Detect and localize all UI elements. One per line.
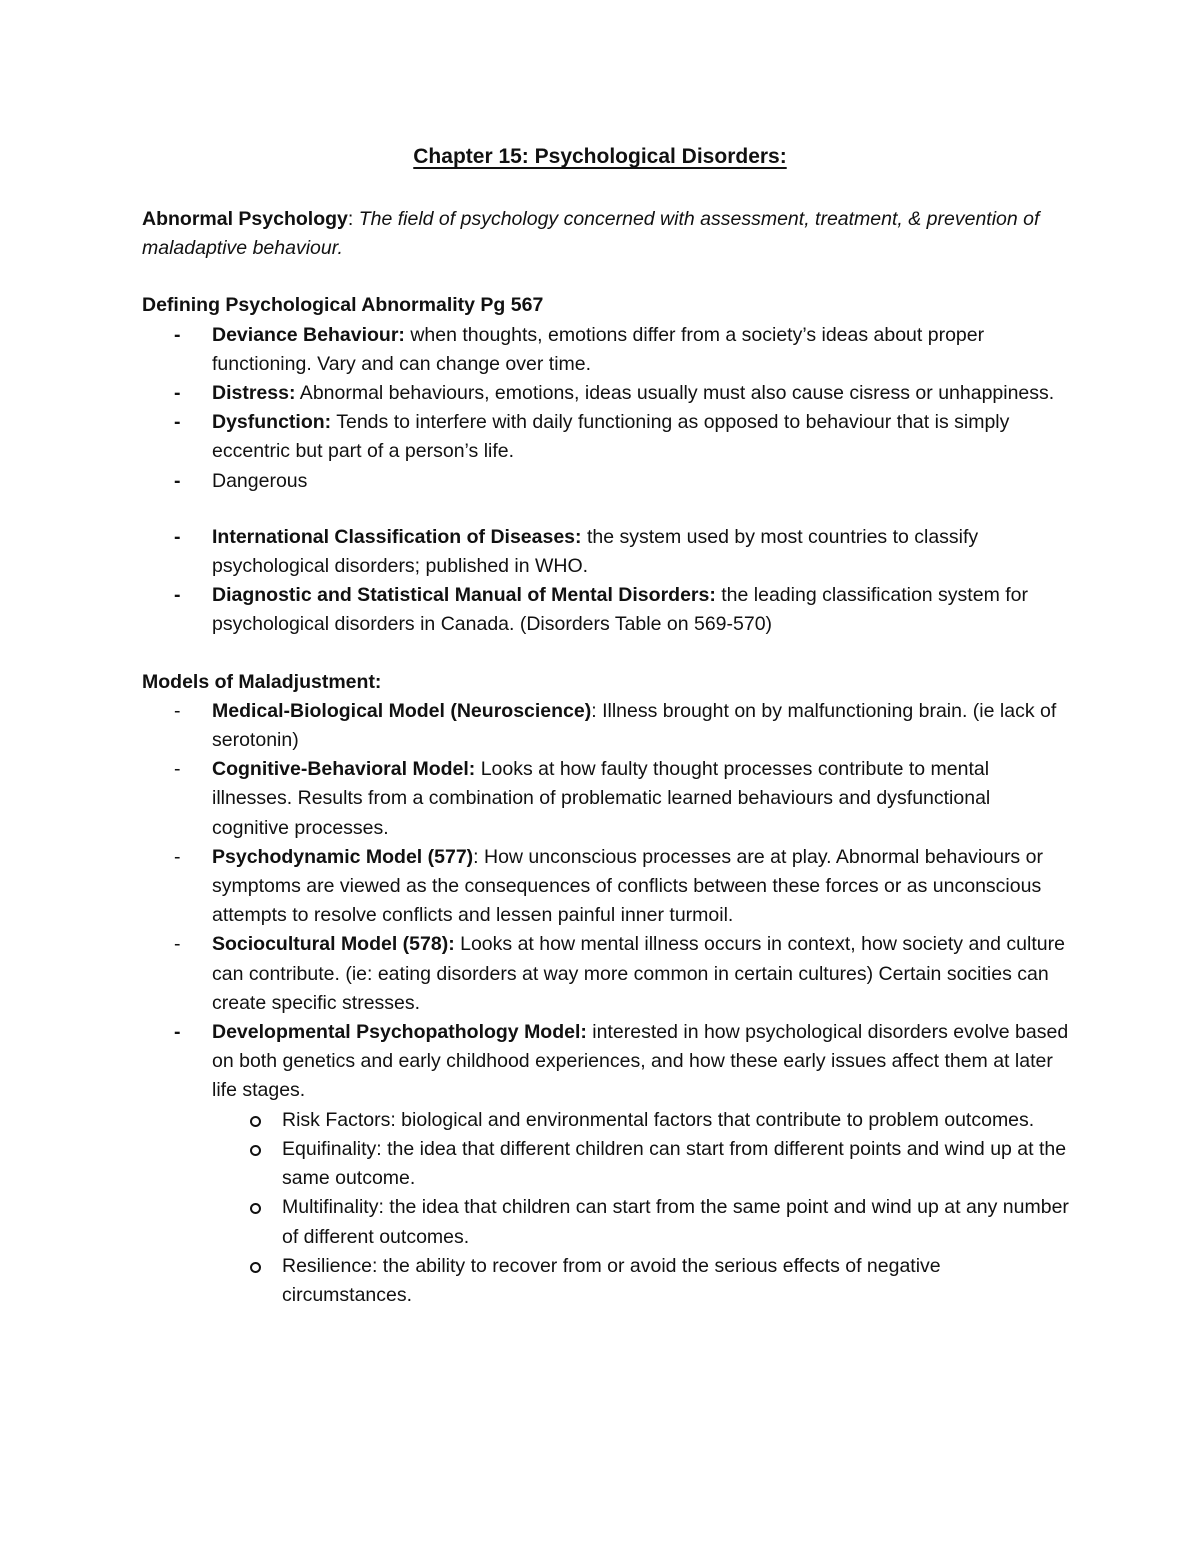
sub-item-text: Equifinality: the idea that different children can start from different points and wind up at the same outcome. <box>282 1137 1067 1190</box>
item-text: : Illness brought on by malfunctioning brain. (ie lack of serotonin) <box>212 699 1057 752</box>
dash-bullet: - <box>174 411 181 434</box>
intro-term: Abnormal Psychology <box>142 208 348 230</box>
dash-bullet: - <box>174 323 181 346</box>
circle-bullet-icon <box>250 1145 261 1156</box>
sub-list-item <box>212 1106 1072 1135</box>
list-item <box>142 321 1072 379</box>
item-term: Psychodynamic Model (577) <box>212 845 474 868</box>
sub-item-text: Multifinality: the idea that children can start from the same point and wind up at any number of different outcomes. <box>282 1196 1069 1248</box>
item-term: International Classification of Diseases: <box>212 525 582 548</box>
dash-bullet: - <box>174 758 181 781</box>
document-body <box>142 205 1072 1310</box>
item-text: Dangerous <box>212 469 308 492</box>
item-text: when thoughts, emotions differ from a society’s ideas about proper functioning. Vary and can change over time. <box>212 323 985 375</box>
dash-bullet: - <box>174 584 181 607</box>
sub-item-text: Risk Factors: biological and environmental factors that contribute to problem outcomes. <box>282 1108 1035 1131</box>
item-term: Sociocultural Model (578): <box>212 933 455 956</box>
sub-list-item <box>212 1193 1072 1251</box>
section-heading-defining: Defining Psychological Abnormality Pg 567 <box>142 294 544 317</box>
dash-bullet: - <box>174 525 181 548</box>
list-item <box>142 523 1072 581</box>
item-term: Cognitive-Behavioral Model: <box>212 758 476 781</box>
circle-bullet-icon <box>250 1203 261 1214</box>
item-text: Looks at how mental illness occurs in context, how society and culture can contribute. (ie: eating disorders at way more common in certain cultures) Certain socities can create specific stresses. <box>212 933 1065 1014</box>
sub-list-item <box>212 1135 1072 1193</box>
dash-bullet: - <box>174 933 181 956</box>
intro-paragraph <box>142 205 1072 263</box>
intro-separator: : <box>347 208 354 230</box>
spacer <box>142 263 1072 291</box>
list-item <box>142 581 1072 639</box>
defining-list <box>142 321 1072 496</box>
list-item <box>142 755 1072 843</box>
item-term: Deviance Behaviour: <box>212 323 405 346</box>
circle-bullet-icon <box>250 1262 261 1273</box>
spacer <box>142 640 1072 668</box>
dash-bullet: - <box>174 845 181 868</box>
dash-bullet: - <box>174 469 181 492</box>
classification-list <box>142 523 1072 640</box>
dash-bullet: - <box>174 699 181 722</box>
sub-list <box>212 1106 1072 1310</box>
page-title: Chapter 15: Psychological Disorders: <box>413 145 787 168</box>
section-heading-models: Models of Maladjustment: <box>142 670 382 693</box>
dash-bullet: - <box>174 382 181 405</box>
item-text: Tends to interfere with daily functioning as opposed to behaviour that is simply eccentric but part of a person’s life. <box>212 411 1010 463</box>
item-text: the leading classification system for psychological disorders in Canada. (Disorders Table on 569-570) <box>212 584 1028 636</box>
spacer <box>142 496 1072 523</box>
models-list <box>142 697 1072 1310</box>
intro-definition: The field of psychology concerned with assessment, treatment, & prevention of maladaptive behaviour. <box>142 208 1040 260</box>
sub-list-item <box>212 1252 1072 1310</box>
list-item <box>142 1018 1072 1310</box>
circle-bullet-icon <box>250 1116 261 1127</box>
item-term: Diagnostic and Statistical Manual of Mental Disorders: <box>212 584 716 607</box>
dash-bullet: - <box>174 1021 181 1044</box>
list-item <box>142 930 1072 1018</box>
item-text: interested in how psychological disorders evolve based on both genetics and early childhood experiences, and how these early issues affect them at later life stages. <box>212 1021 1069 1102</box>
item-text: : How unconscious processes are at play. Abnormal behaviours or symptoms are viewed as the consequences of conflicts between these forces or as unconscious attempts to resolve conflicts and lessen painful inner turmoil. <box>212 845 1043 927</box>
item-text: the system used by most countries to classify psychological disorders; published in WHO. <box>212 525 979 578</box>
list-item <box>142 379 1072 408</box>
list-item <box>142 467 1072 496</box>
item-text: Abnormal behaviours, emotions, ideas usually must also cause cisress or unhappiness. <box>295 382 1055 405</box>
item-term: Distress: <box>212 382 296 405</box>
item-term: Medical-Biological Model (Neuroscience) <box>212 699 592 722</box>
list-item <box>142 697 1072 755</box>
item-term: Dysfunction: <box>212 411 332 434</box>
item-term: Developmental Psychopathology Model: <box>212 1021 587 1044</box>
list-item <box>142 408 1072 466</box>
sub-item-text: Resilience: the ability to recover from or avoid the serious effects of negative circumstances. <box>282 1254 941 1306</box>
item-text: Looks at how faulty thought processes contribute to mental illnesses. Results from a combination of problematic learned behaviours and dysfunctional cognitive processes. <box>212 758 991 839</box>
list-item <box>142 843 1072 931</box>
